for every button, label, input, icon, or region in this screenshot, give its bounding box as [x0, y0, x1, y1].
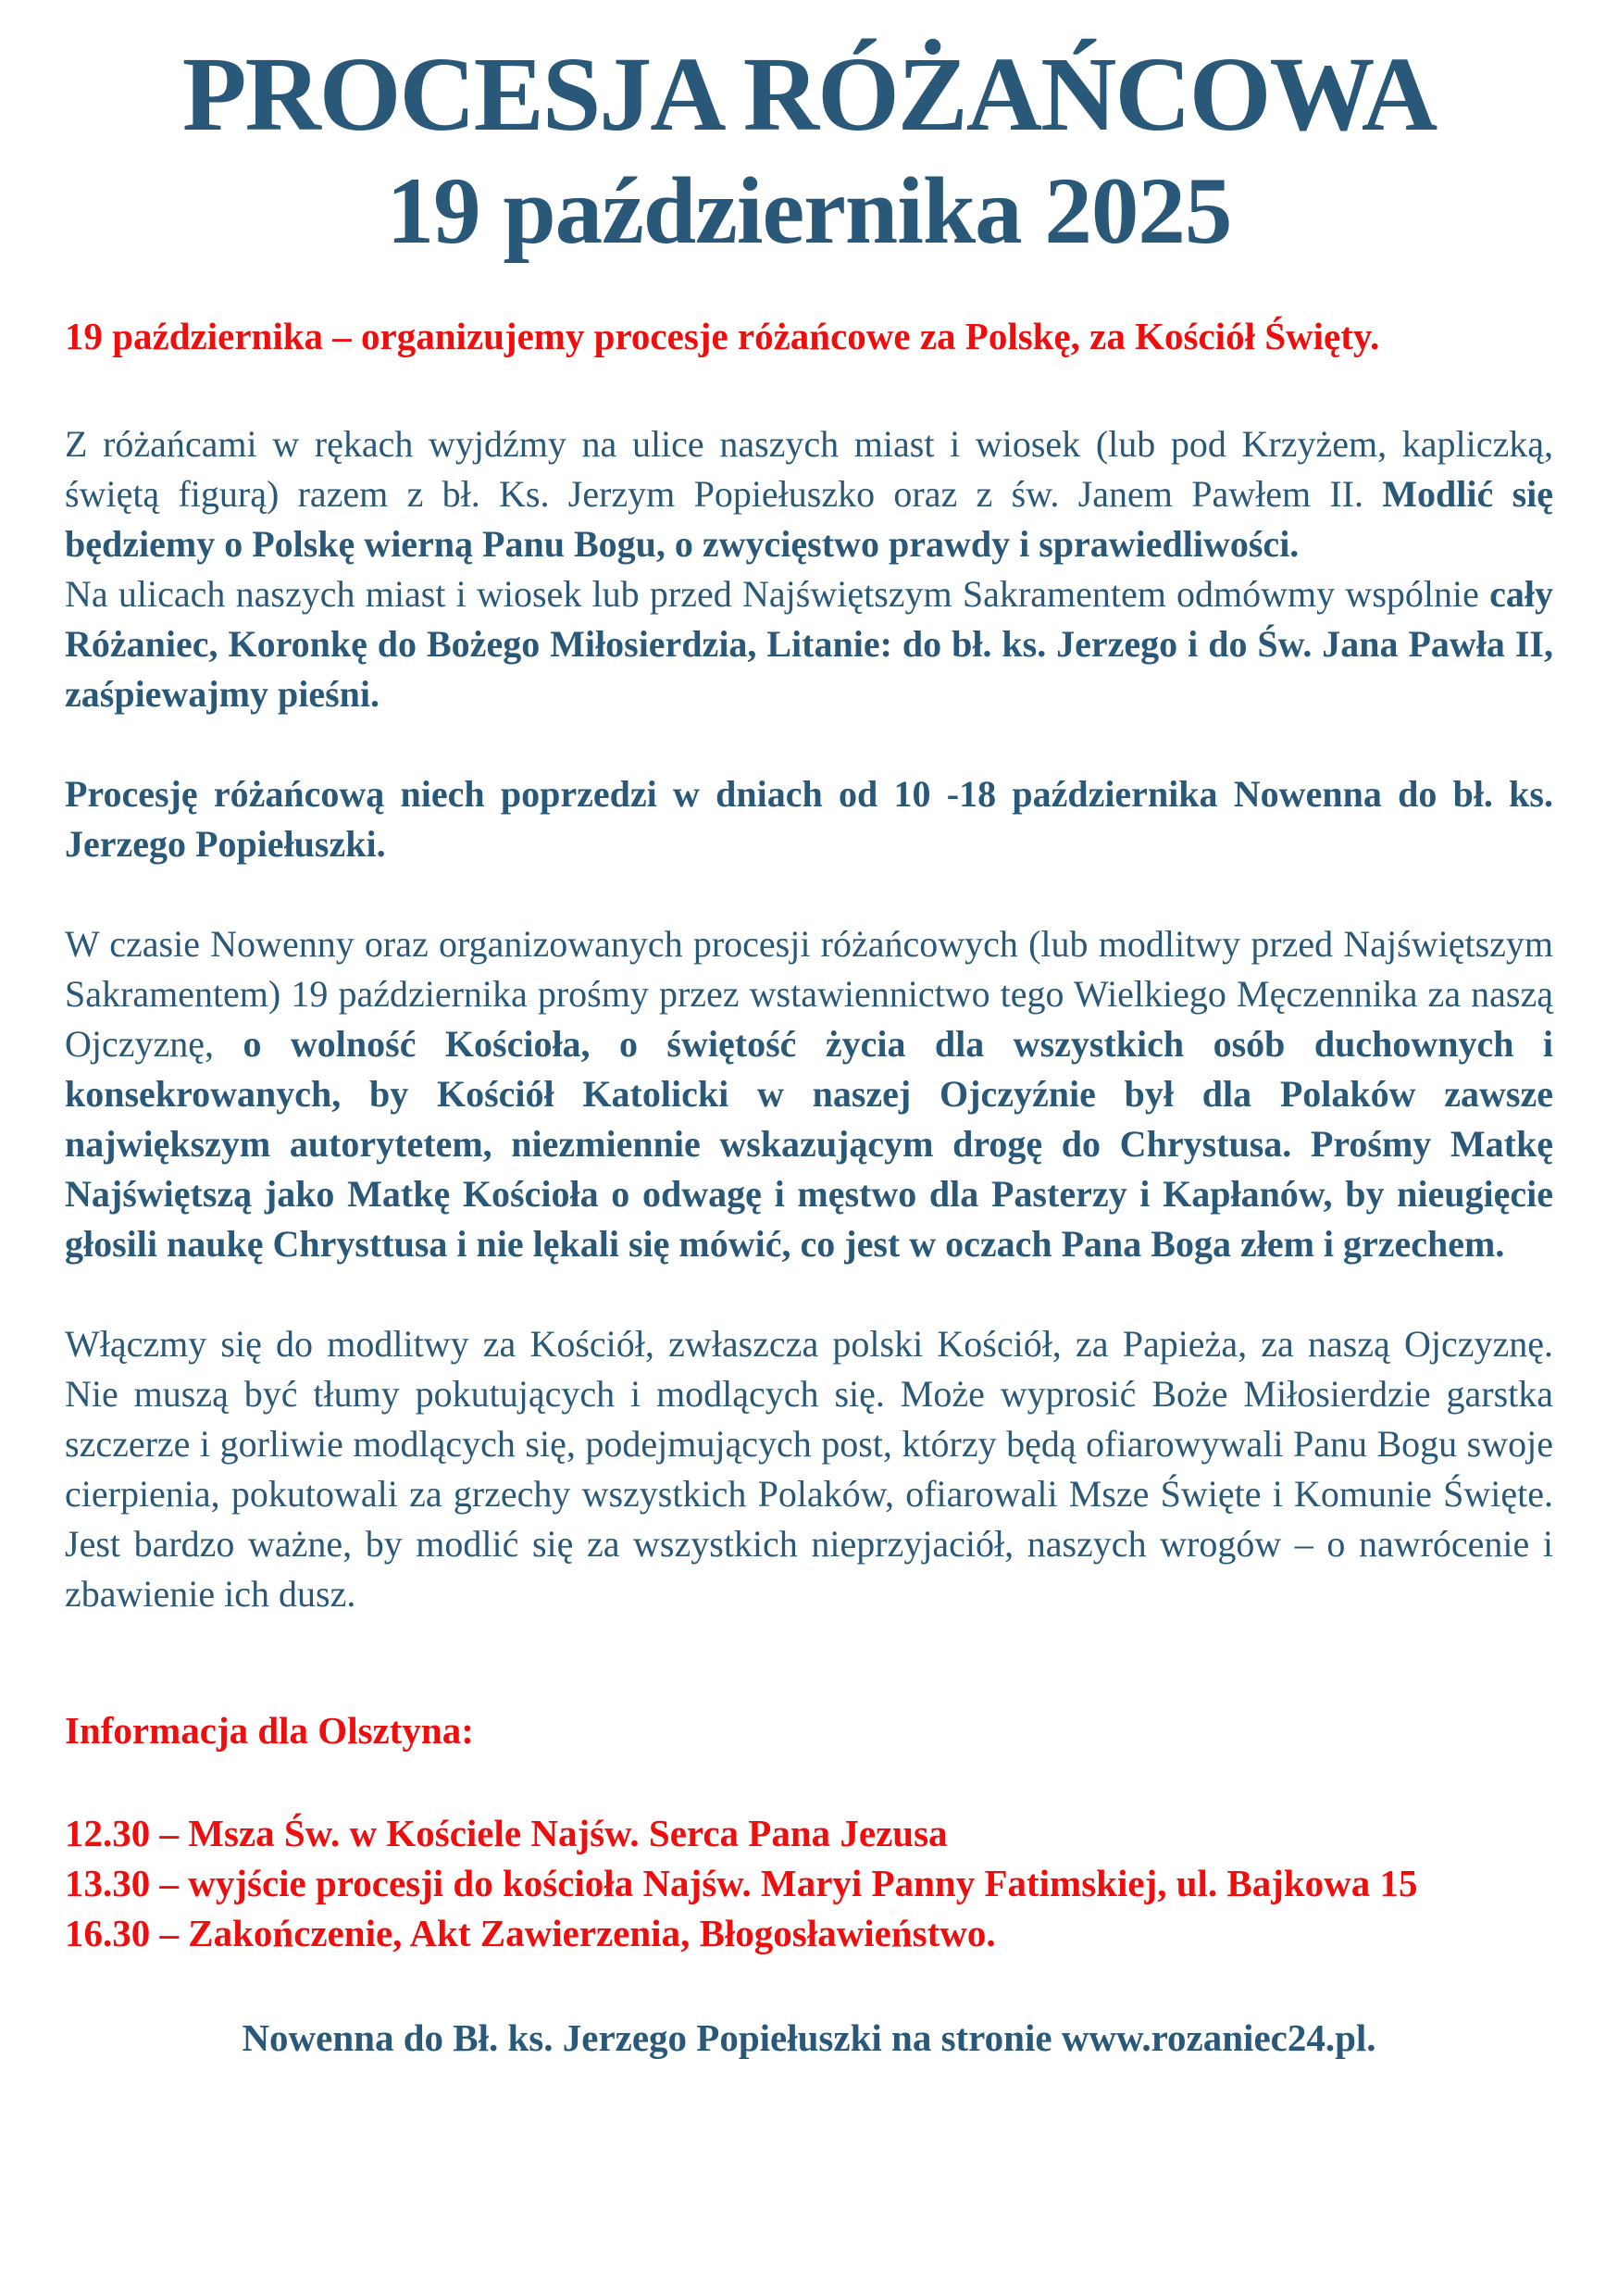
paragraph-rosary-prayers: Na ulicach naszych miast i wiosek lub przed Najświętszym Sakramentem odmówmy wspólnie cały Różaniec, Koronkę do Bożego Miłosierdzia, Litanie: do bł. ks. Jerzego i do Św. Jana Pawła II, zaśpiewajmy pieśni.: [65, 572, 1553, 715]
olsztyn-info-heading: Informacja dla Olsztyna:: [65, 1708, 474, 1752]
novena-website-note: Nowenna do Bł. ks. Jerzego Popiełuszki na stronie www.rozaniec24.pl.: [242, 2015, 1376, 2059]
paragraph-join-prayer: Włączmy się do modlitwy za Kościół, zwłaszcza polski Kościół, za Papieża, za naszą Ojczyznę. Nie muszą być tłumy pokutujących i modlących się. Może wyprosić Boże Miłosierdzie garstka szczerze i gorliwie modlących się, podejmujących post, którzy będą ofiarowywali Panu Bogu swoje cierpienia, pokutowali za grzechy wszystkich Polaków, ofiarowali Msze Święte i Komunie Święte. Jest bardzo ważne, by modlić się za wszystkich nieprzyjaciół, naszych wrogów – o nawrócenie i zbawienie ich dusz.: [65, 1322, 1553, 1615]
schedule-item-closing: 16.30 – Zakończenie, Akt Zawierzenia, Błogosławieństwo.: [65, 1911, 996, 1954]
page-date-subtitle: 19 października 2025: [386, 157, 1232, 264]
schedule-item-mass: 12.30 – Msza Św. w Kościele Najśw. Serca Pana Jezusa: [65, 1811, 948, 1854]
paragraph-procession-call: Z różańcami w rękach wyjdźmy na ulice naszych miast i wiosek (lub pod Krzyżem, kapliczką, świętą figurą) razem z bł. Ks. Jerzym Popiełuszko oraz z św. Janem Pawłem II. Modlić się będziemy o Polskę wierną Panu Bogu, o zwycięstwo prawdy i sprawiedliwości.: [65, 422, 1554, 565]
schedule-item-procession: 13.30 – wyjście procesji do kościoła Najśw. Maryi Panny Fatimskiej, ul. Bajkowa 15: [65, 1861, 1418, 1904]
page-title: PROCESJA RÓŻAŃCOWA: [181, 35, 1437, 153]
paragraph-intentions: W czasie Nowenny oraz organizowanych procesji różańcowych (lub modlitwy przed Najświętszym Sakramentem) 19 października prośmy przez wstawiennictwo tego Wielkiego Męczennika za naszą Ojczyznę, o wolność Kościoła, o świętość życia dla wszystkich osób duchownych i konsekrowanych, by Kościół Katolicki w naszej Ojczyźnie był dla Polaków zawsze największym autorytetem, niezmiennie wskazującym drogę do Chrystusa. Prośmy Matkę Najświętszą jako Matkę Kościoła o odwagę i męstwo dla Pasterzy i Kapłanów, by nieugięcie głosili naukę Chrysttusa i nie lękali się mówić, co jest w oczach Pana Boga złem i grzechem.: [65, 922, 1553, 1265]
paragraph-novena-announcement: Procesję różańcową niech poprzedzi w dniach od 10 -18 października Nowenna do bł. ks. Jerzego Popiełuszki.: [65, 772, 1553, 865]
intro-red-line: 19 października – organizujemy procesje różańcowe za Polskę, za Kościół Święty.: [65, 314, 1380, 357]
olsztyn-schedule: [65, 1808, 1553, 1958]
